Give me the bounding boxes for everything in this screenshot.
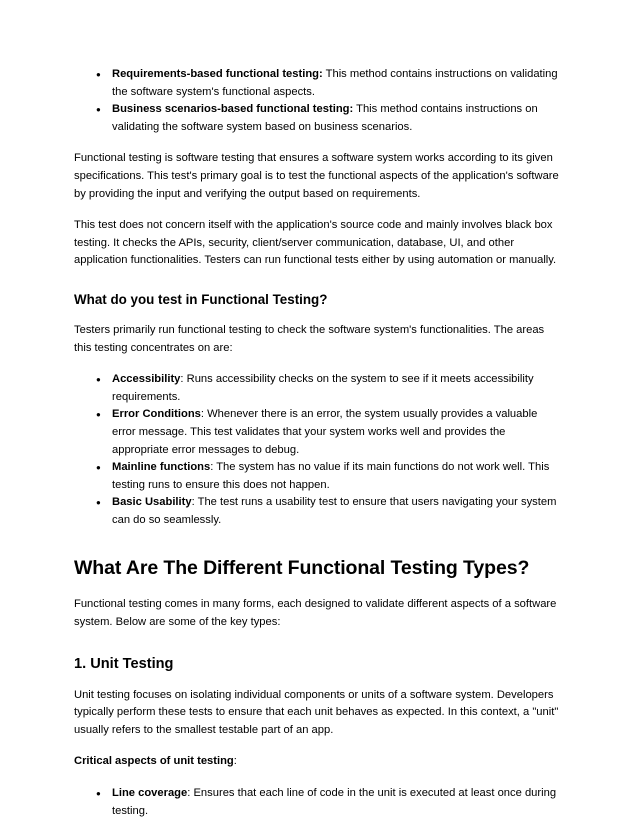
list-item-text: : The system has no value if its main functions do not work well. This testing runs to ensure this does not happen. — [112, 461, 550, 491]
paragraph-unit-testing: Unit testing focuses on isolating individual components or units of a software system. Developers typically perform these tests to ensure that each unit behaves as expected. In this context, a "unit" usually refers to the smallest testable part of an app. — [74, 688, 559, 736]
unit-testing-aspects-list — [74, 785, 562, 820]
list-item-text: : Whenever there is an error, the system usually provides a valuable error message. This test validates that your system works well and provides the appropriate error messages to debug. — [112, 408, 538, 456]
list-item-text: : Runs accessibility checks on the system to see if it meets accessibility requirements. — [112, 373, 534, 403]
paragraph-testers-areas: Testers primarily run functional testing to check the software system's functionalities. The areas this testing concentrates on are: — [74, 323, 545, 354]
paragraph-functional-testing-definition: Functional testing is software testing that ensures a software system works according to its given specifications. This test's primary goal is to test the functional aspects of the application's software by providing the input and verifying the output based on requirements. — [74, 152, 559, 200]
list-item-lead: Line coverage — [112, 787, 188, 800]
heading-unit-testing: 1. Unit Testing — [74, 655, 174, 672]
list-item-lead: Error Conditions — [112, 408, 201, 421]
functional-testing-methods-list — [74, 66, 562, 136]
paragraph-black-box-testing: This test does not concern itself with the application's source code and mainly involves black box testing. It checks the APIs, security, client/server communication, database, UI, and other application functionalities. Testers can run functional tests either by using automation or manually. — [74, 219, 557, 267]
list-item — [112, 785, 562, 820]
paragraph-types-intro: Functional testing comes in many forms, each designed to validate different aspects of a software system. Below are some of the key types: — [74, 598, 557, 629]
list-item-lead: Mainline functions — [112, 461, 211, 474]
list-item-text: This method contains instructions on validating the software system's functional aspects. — [112, 68, 558, 98]
heading-functional-testing-types: What Are The Different Functional Testing Types? — [74, 557, 530, 580]
list-item — [112, 406, 562, 459]
list-item — [112, 371, 562, 406]
critical-aspects-lead: Critical aspects of unit testing — [74, 755, 234, 768]
list-item — [112, 494, 562, 529]
list-item — [112, 459, 562, 494]
heading-what-do-you-test: What do you test in Functional Testing? — [74, 291, 328, 307]
list-item-text: : The test runs a usability test to ensure that users navigating your system can do so seamlessly. — [112, 496, 557, 526]
testing-areas-list — [74, 371, 562, 529]
list-item — [112, 66, 562, 101]
list-item-lead: Basic Usability — [112, 496, 192, 509]
critical-aspects-suffix: : — [233, 755, 237, 768]
list-item-text: : Ensures that each line of code in the unit is executed at least once during testing. — [112, 787, 557, 817]
list-item-lead: Accessibility — [112, 373, 181, 386]
paragraph-critical-aspects — [74, 753, 562, 771]
list-item-lead: Requirements-based functional testing: — [112, 68, 323, 80]
list-item — [112, 101, 562, 136]
list-item-lead: Business scenarios-based functional testing: — [112, 103, 354, 116]
document-content — [74, 66, 562, 820]
list-item-text: This method contains instructions on validating the software system based on business scenarios. — [112, 103, 538, 133]
